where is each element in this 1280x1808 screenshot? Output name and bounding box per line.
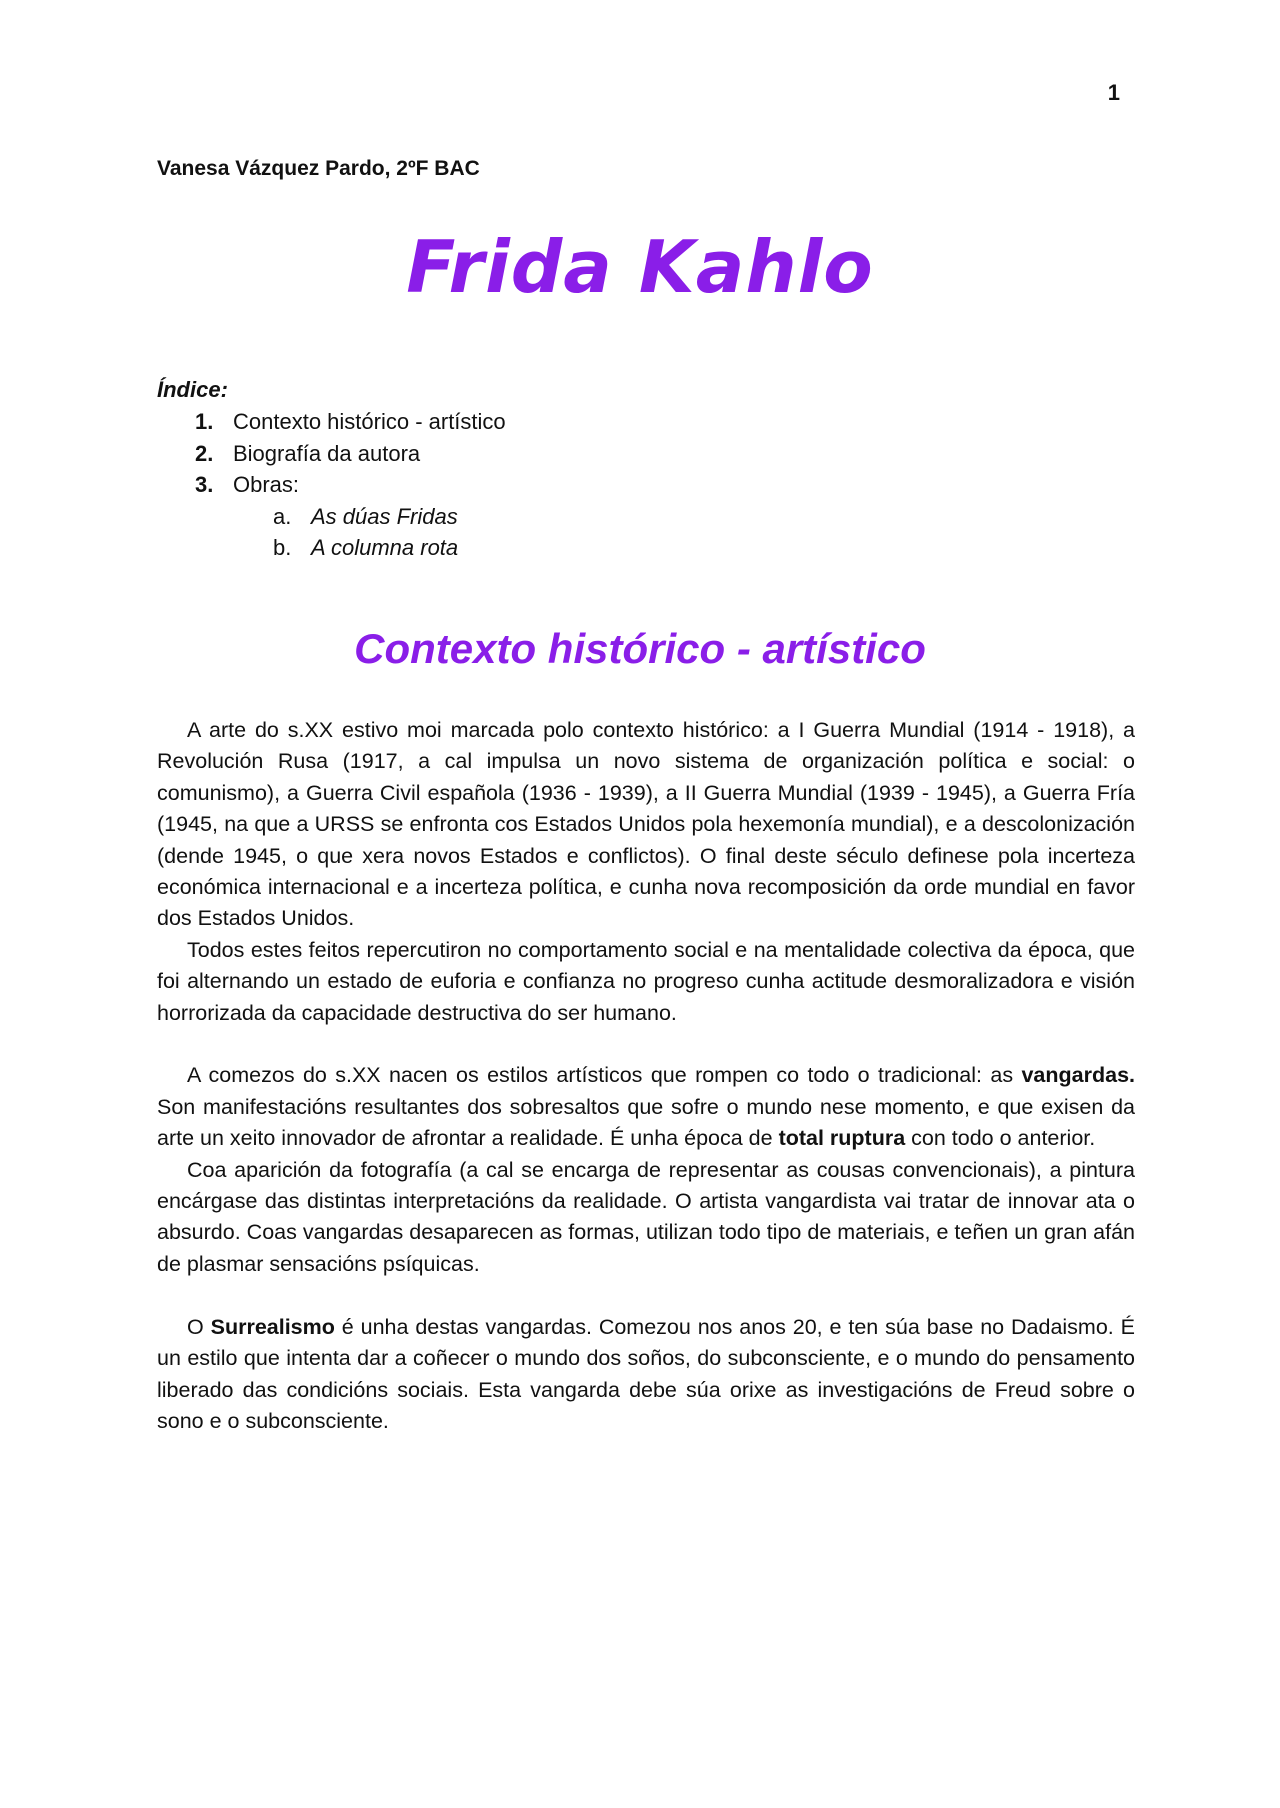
index-item-number: 1. [195,409,214,434]
index-subitem-letter: a. [273,503,292,529]
index-list [195,406,506,564]
index-subitem-label: As dúas Fridas [311,503,458,529]
index-item [195,406,506,438]
index-subitem [195,532,506,564]
index-item [195,469,506,501]
index-item-label: Contexto histórico - artístico [233,409,506,434]
author-line: Vanesa Vázquez Pardo, 2ºF BAC [157,157,480,180]
emphasis-surrealismo: Surrealismo [210,1314,335,1339]
paragraph-text: con todo o anterior. [905,1126,1096,1151]
document-title: Frida Kahlo [406,225,874,309]
paragraph-text: A comezos do s.XX nacen os estilos artísticos que rompen co todo o tradicional: as [187,1063,1022,1088]
paragraph-surrealism [157,1312,1135,1438]
paragraph-photography: Coa aparición da fotografía (a cal se encarga de representar as cousas convencionais), a pintura encárgase das distintas interpretacións da realidade. O artista vangardista vai tratar de innovar ata o absurdo. Coas vangardas desaparecen as formas, utilizan todo tipo de materiais, e teñen un gran afán de plasmar sensacións psíquicas. [157,1157,1135,1276]
paragraph-text: O [187,1314,211,1339]
paragraph-social-impact: Todos estes feitos repercutiron no comportamento social e na mentalidade colectiva da época, que foi alternando un estado de euforia e confianza no progreso cunha actitude desmoralizadora e visión horrorizada da capacidade destructiva do ser humano. [157,937,1135,1025]
index-item-number: 3. [195,472,214,497]
index-item-label: Obras: [233,472,300,497]
emphasis-total-ruptura: total ruptura [778,1126,906,1151]
index-heading: Índice: [157,377,228,402]
paragraph-vanguards [157,1060,1135,1154]
section-heading: Contexto histórico - artístico [354,625,926,672]
emphasis-vangardas: vangardas. [1021,1063,1135,1088]
index-subitem-label: A columna rota [311,535,459,560]
index-item-label: Biografía da autora [233,440,421,466]
index-subitem [195,501,506,533]
index-item [195,438,506,470]
page-number: 1 [1107,80,1120,105]
section-body [157,715,1135,1437]
paragraph-historical-context: A arte do s.XX estivo moi marcada polo contexto histórico: a I Guerra Mundial (1914 - 1918), a Revolución Rusa (1917, a cal impulsa un novo sistema de organización política e social: o comunismo), a Guerra Civil española (1936 - 1939), a II Guerra Mundial (1939 - 1945), a Guerra Fría (1945, na que a URSS se enfronta cos Estados Unidos pola hexemonía mundial), e a descolonización (dende 1945, o que xera novos Estados e conflictos). O final deste século definese pola incerteza económica internacional e a incerteza política, e cunha nova recomposición da orde mundial en favor dos Estados Unidos. [157,718,1135,931]
index-item-number: 2. [195,440,214,466]
paragraph-text: é unha destas vangardas. Comezou nos anos 20, e ten súa base no Dadaismo. É un estilo que intenta dar a coñecer o mundo dos soños, do subconsciente, e o mundo do pensamento liberado das condicións sociais. Esta vangarda debe súa orixe as investigacións de Freud sobre o sono e o subconsciente. [157,1314,1135,1433]
index-subitem-letter: b. [273,535,292,560]
paragraph-text: Son manifestacións resultantes dos sobresaltos que sofre o mundo nese momento, e que exisen da arte un xeito innovador de afrontar a realidade. É unha época de [157,1094,1135,1151]
